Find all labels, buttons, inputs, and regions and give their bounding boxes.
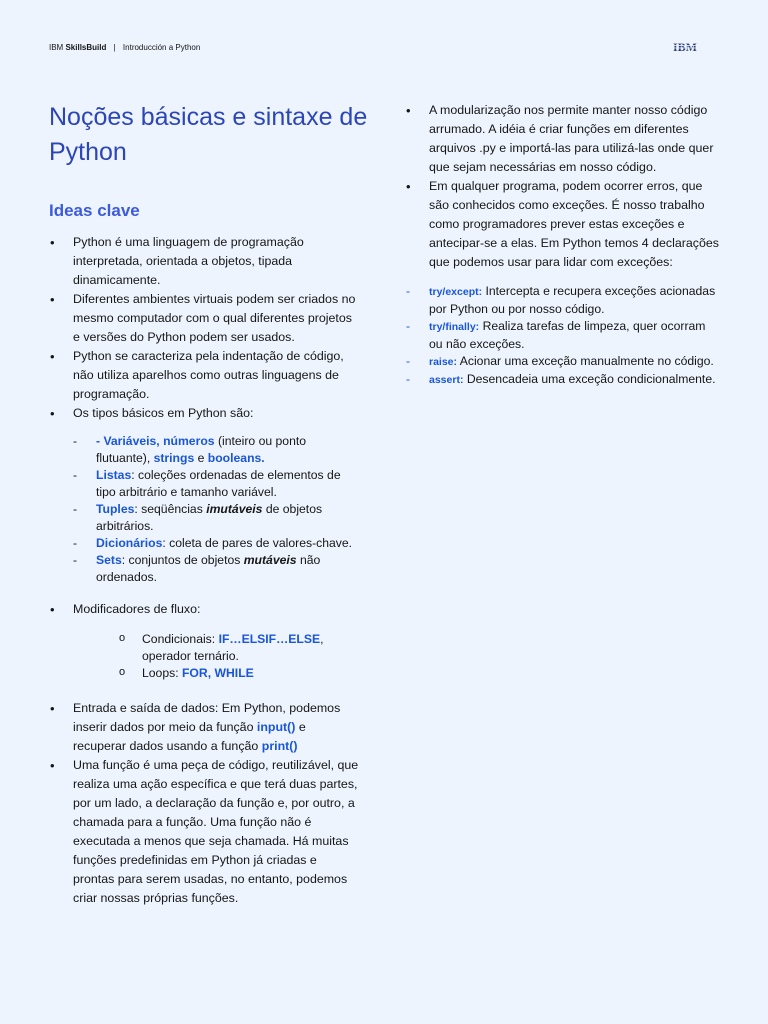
- type-text: de objetos arbitrários.: [96, 502, 323, 533]
- type-emphasis: imutáveis: [206, 502, 263, 516]
- type-text: : coleções ordenadas de elementos de tipo arbitrário e tamanho variável.: [96, 468, 341, 499]
- exception-item: [405, 318, 720, 353]
- exception-keyword: try/except:: [429, 286, 483, 298]
- flow-item-loops: [49, 665, 361, 682]
- type-item-sets: [49, 552, 361, 586]
- type-emphasis: mutáveis: [243, 553, 297, 567]
- type-name: - Variáveis, números: [96, 434, 215, 448]
- io-function: input(): [256, 720, 296, 734]
- list-item: [49, 699, 361, 756]
- brand-name: SkillsBuild: [65, 43, 107, 52]
- exception-text: Intercepta e recupera exceções acionadas por Python ou por nosso código.: [429, 284, 716, 316]
- exception-keyword: assert:: [429, 374, 464, 386]
- type-name: Sets: [96, 553, 122, 567]
- exception-item: [405, 283, 720, 318]
- list-item: • Em qualquer programa, podem ocorrer erros, que são conhecidos como exceções. É nosso trabalho como programadores prever estas exceções e antecipar-se a elas. Em Python temos 4 declarações que podemos usar para lidar com exceções:: [405, 177, 720, 272]
- exception-item: [405, 353, 720, 371]
- logo-text: IBM: [673, 40, 697, 54]
- exception-keyword: raise:: [429, 356, 458, 368]
- page-header: [49, 43, 200, 52]
- type-item-tuples: [49, 501, 361, 535]
- flow-text: ,: [207, 666, 215, 680]
- exception-keyword: try/finally:: [429, 321, 480, 333]
- io-text: Entrada e saída de dados: Em Python, podemos inserir dados por meio da função: [73, 701, 341, 734]
- course-name: Introducción a Python: [122, 43, 201, 52]
- list-item: • Os tipos básicos em Python são:: [49, 404, 361, 423]
- type-name: Dicionários: [96, 536, 163, 550]
- type-name: Tuples: [96, 502, 135, 516]
- page-title: Noções básicas e sintaxe de Python: [49, 103, 368, 166]
- list-item: • A modularização nos permite manter nosso código arrumado. A idéia é criar funções em diferentes arquivos .py e importá-las para utilizá-las onde quer que sejam necessárias em nosso código.: [405, 101, 720, 177]
- list-item: • Python é uma linguagem de programação interpretada, orientada a objetos, tipada dinamicamente.: [49, 233, 361, 290]
- types-sublist: [49, 433, 361, 586]
- type-name: Listas: [96, 468, 132, 482]
- exception-item: [405, 371, 720, 389]
- list-item: • Modificadores de fluxo:: [49, 600, 361, 619]
- type-item-dicts: [49, 535, 361, 552]
- flow-text: Condicionais:: [142, 632, 219, 646]
- list-item: • Uma função é uma peça de código, reutilizável, que realiza uma ação específica e que terá duas partes, por um lado, a declaração da função e, por outro, a chamada para a função. Uma função não é executada a menos que seja chamada. Há muitas funções predefinidas em Python já criadas e prontas para serem usadas, no entanto, podemos criar nossas próprias funções.: [49, 756, 361, 908]
- type-text: : seqüências: [134, 502, 207, 516]
- exceptions-sublist: [405, 283, 720, 389]
- type-name: booleans.: [207, 451, 265, 465]
- flow-text: Loops:: [142, 666, 182, 680]
- list-item: • Python se caracteriza pela indentação de código, não utiliza aparelhos como outras linguagens de programação.: [49, 347, 361, 404]
- ibm-logo-icon: [673, 40, 701, 54]
- flow-item-conditionals: [49, 631, 361, 665]
- flow-keyword: IF…ELSIF…ELSE: [218, 632, 321, 646]
- exception-text: Acionar uma exceção manualmente no código.: [457, 354, 714, 368]
- exception-text: Realiza tarefas de limpeza, quer ocorram ou não exceções.: [429, 319, 706, 351]
- exception-text: Desencadeia uma exceção condicionalmente.: [463, 372, 716, 386]
- type-text: não ordenados.: [96, 553, 321, 584]
- type-text: e: [194, 451, 208, 465]
- type-item-variables: [49, 433, 361, 467]
- io-text: e recuperar dados usando a função: [73, 720, 306, 753]
- list-item: • Diferentes ambientes virtuais podem ser criados no mesmo computador com o qual diferentes projetos e versões do Python podem ser usados.: [49, 290, 361, 347]
- type-text: (inteiro ou ponto flutuante),: [96, 434, 307, 465]
- flow-text: , operador ternário.: [142, 632, 324, 663]
- io-function: print(): [261, 739, 298, 753]
- right-column: [405, 101, 720, 389]
- header-separator: |: [113, 43, 116, 52]
- type-text: : conjuntos de objetos: [121, 553, 244, 567]
- left-column: [49, 233, 361, 908]
- flow-keyword: FOR: [181, 666, 208, 680]
- section-subtitle: Ideas clave: [49, 201, 140, 220]
- type-name: strings: [153, 451, 195, 465]
- flow-keyword: WHILE: [214, 666, 254, 680]
- type-item-lists: [49, 467, 361, 501]
- flow-sublist: [49, 631, 361, 682]
- type-text: : coleta de pares de valores-chave.: [162, 536, 353, 550]
- brand-prefix: IBM: [49, 43, 64, 52]
